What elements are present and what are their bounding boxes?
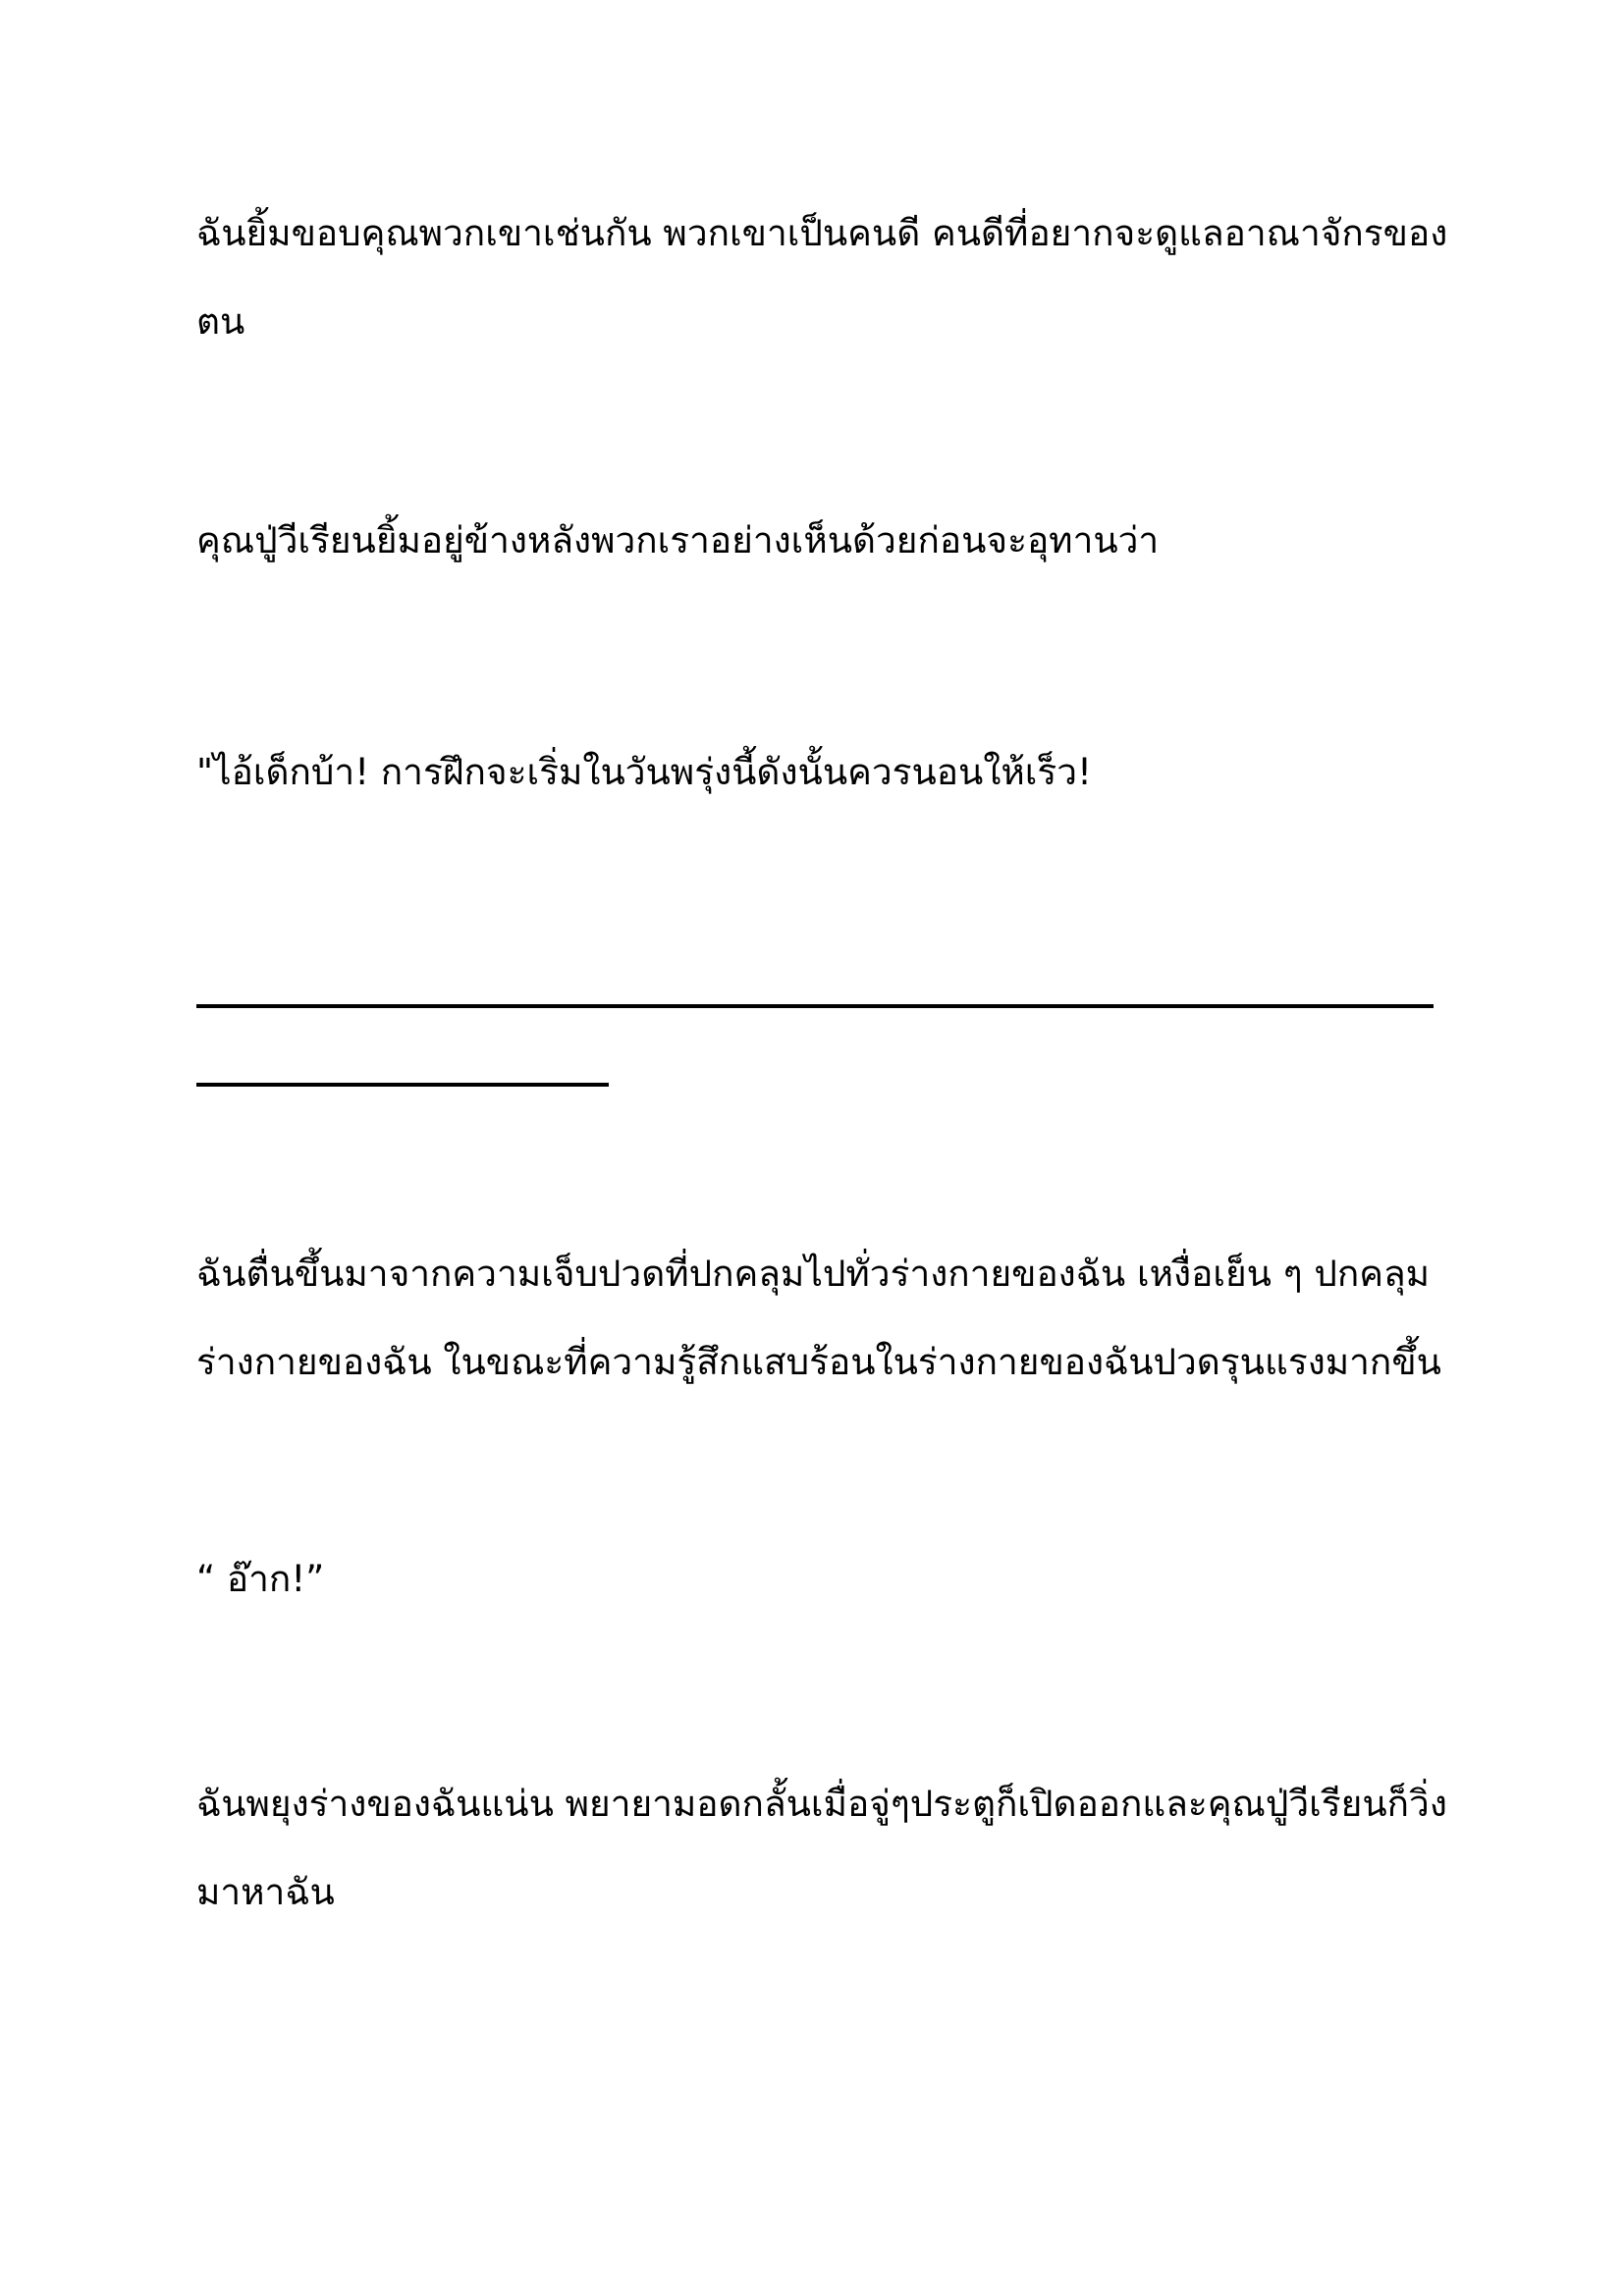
paragraph-5-line-1: “ อ๊าก!” [196, 1558, 325, 1600]
paragraph-2-line-1: คุณปู่วีเรียนยิ้มอยู่ข้างหลังพวกเราอย่างเห็นด้วยก่อนจะอุทานว่า [196, 519, 1160, 561]
separator-line-short [196, 1083, 609, 1087]
paragraph-4-line-1: ฉันตื่นขึ้นมาจากความเจ็บปวดที่ปกคลุมไปทั่วร่างกายของฉัน เหงื่อเย็น ๆ ปกคลุม [196, 1253, 1431, 1295]
paragraph-1-line-1: ฉันยิ้มขอบคุณพวกเขาเช่นกัน พวกเขาเป็นคนดี คนดีที่อยากจะดูแลอาณาจักรของ [196, 212, 1448, 254]
paragraph-4-line-2: ร่างกายของฉัน ในขณะที่ความรู้สึกแสบร้อนในร่างกายของฉันปวดรุนแรงมากขึ้น [196, 1341, 1441, 1383]
paragraph-6-line-2: มาหาฉัน [196, 1871, 335, 1913]
paragraph-1-line-2: ตน [196, 300, 245, 343]
paragraph-6-line-1: ฉันพยุงร่างของฉันแน่น พยายามอดกลั้นเมื่อจู่ๆประตูก็เปิดออกและคุณปู่วีเรียนก็วิ่ง [196, 1783, 1447, 1825]
paragraph-3-line-1: "ไอ้เด็กบ้า! การฝึกจะเริ่มในวันพรุ่งนี้ดังนั้นควรนอนให้เร็ว! [196, 751, 1092, 793]
separator-line-long [196, 1004, 1434, 1008]
